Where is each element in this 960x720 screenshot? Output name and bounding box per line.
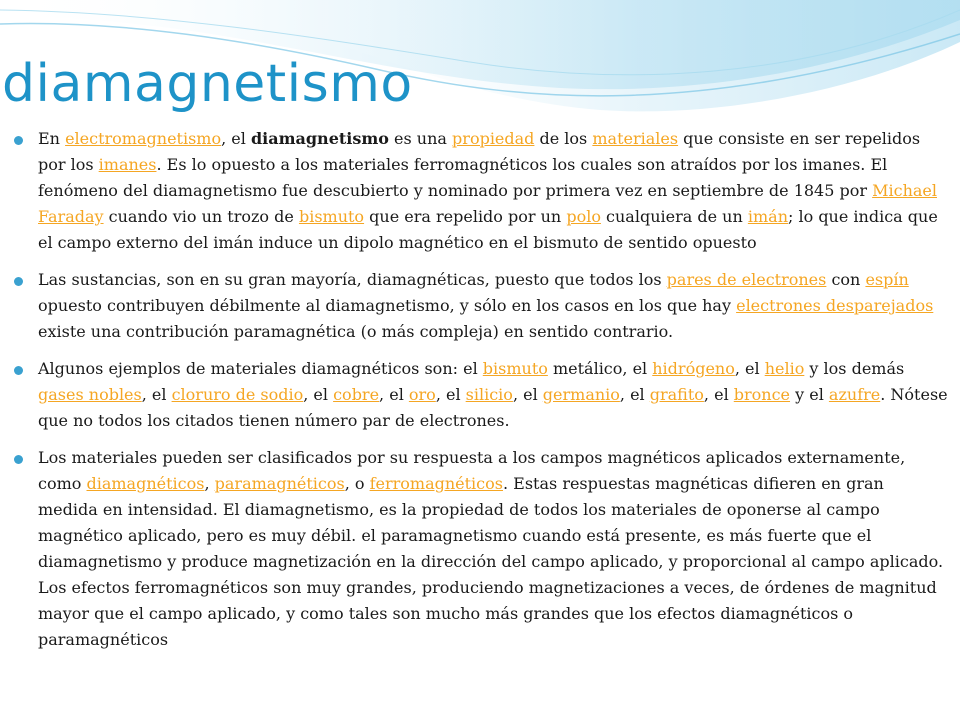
- link-helio[interactable]: helio: [764, 359, 805, 378]
- link-diamagneticos[interactable]: diamagnéticos: [86, 474, 205, 493]
- link-bronce[interactable]: bronce: [733, 385, 791, 404]
- text: que consiste en ser repelidos por los: [38, 129, 921, 174]
- text: , el: [379, 385, 409, 404]
- text: que era repelido por un: [364, 207, 567, 226]
- link-materiales[interactable]: materiales: [592, 129, 679, 148]
- link-ferromagneticos[interactable]: ferromagnéticos: [369, 474, 503, 493]
- link-polo[interactable]: polo: [566, 207, 601, 226]
- text: . Estas respuestas magnéticas difieren en gran medida en intensidad. El diamagnetismo, es la propiedad de todos los materiales de oponerse al campo magnético aplicado, pero es muy débil. el paramagnetismo cuando está presente, es más fuerte que el diamagnetismo y produce magnetización en la dirección del campo aplicado, y proporcional al campo aplicado. Los efectos ferromagnéticos son muy grandes, produciendo magnetizaciones a veces, de órdenes de magnitud mayor que el campo aplicado, y como tales son mucho más grandes que los efectos diamagnéticos o paramagnéticos: [38, 474, 944, 649]
- bullet-icon: [14, 277, 23, 286]
- text: ,: [204, 474, 215, 493]
- bullet-icon: [14, 366, 23, 375]
- text: cuando vio un trozo de: [103, 207, 299, 226]
- link-gases-nobles[interactable]: gases nobles: [38, 385, 142, 404]
- text: . Nótese que no todos los citados tienen número par de electrones.: [38, 385, 948, 430]
- link-michael-faraday[interactable]: Michael Faraday: [38, 181, 937, 226]
- text: . Es lo opuesto a los materiales ferromagnéticos los cuales son atraídos por los imanes. El fenómeno del diamagnetismo fue descubierto y nominado por primera vez en septiembre de 1845 por: [38, 155, 888, 200]
- text: existe una contribución paramagnética (o más compleja) en sentido contrario.: [38, 322, 674, 341]
- link-bismuto[interactable]: bismuto: [298, 207, 365, 226]
- link-imanes[interactable]: imanes: [98, 155, 157, 174]
- list-item: [12, 445, 948, 653]
- link-grafito[interactable]: grafito: [649, 385, 704, 404]
- bullet-icon: [14, 136, 23, 145]
- text: , el: [512, 385, 543, 404]
- text: opuesto contribuyen débilmente al diamagnetismo, y sólo en los casos en los que hay: [38, 296, 737, 315]
- list-item: [12, 267, 948, 345]
- link-electromagnetismo[interactable]: electromagnetismo: [65, 129, 222, 148]
- link-silicio[interactable]: silicio: [465, 385, 513, 404]
- text: , el: [303, 385, 334, 404]
- text: Los materiales pueden ser clasificados por su respuesta a los campos magnéticos aplicados externamente, como: [38, 448, 906, 493]
- link-espin[interactable]: espín: [865, 270, 909, 289]
- link-electrones-desparejados[interactable]: electrones desparejados: [736, 296, 934, 315]
- link-propiedad[interactable]: propiedad: [452, 129, 535, 148]
- link-pares-de-electrones[interactable]: pares de electrones: [666, 270, 827, 289]
- text: cualquiera de un: [600, 207, 748, 226]
- text: metálico, el: [547, 359, 653, 378]
- text: , el: [619, 385, 650, 404]
- text: , el: [141, 385, 172, 404]
- link-bismuto[interactable]: bismuto: [482, 359, 548, 378]
- link-paramagneticos[interactable]: paramagnéticos: [214, 474, 345, 493]
- bullet-icon: [14, 455, 23, 464]
- text: , el: [221, 129, 251, 148]
- link-iman[interactable]: imán: [747, 207, 788, 226]
- link-cloruro-de-sodio[interactable]: cloruro de sodio: [171, 385, 304, 404]
- text: Las sustancias, son en su gran mayoría, diamagnéticas, puesto que todos los: [38, 270, 667, 289]
- text: y los demás: [804, 359, 905, 378]
- bullet-list: [12, 126, 948, 664]
- text: ; lo que indica que el campo externo del imán induce un dipolo magnético en el bismuto de sentido opuesto: [38, 207, 938, 252]
- link-azufre[interactable]: azufre: [828, 385, 881, 404]
- bold-term: diamagnetismo: [250, 129, 389, 148]
- text: , el: [435, 385, 466, 404]
- list-item: [12, 356, 948, 434]
- link-oro[interactable]: oro: [408, 385, 436, 404]
- text: En: [38, 129, 66, 148]
- text: , el: [703, 385, 734, 404]
- text: con: [826, 270, 866, 289]
- text: de los: [534, 129, 593, 148]
- link-cobre[interactable]: cobre: [333, 385, 380, 404]
- text: , o: [344, 474, 370, 493]
- text: , el: [734, 359, 765, 378]
- link-germanio[interactable]: germanio: [542, 385, 620, 404]
- page-title: diamagnetismo: [2, 54, 413, 114]
- text: y el: [790, 385, 829, 404]
- text: es una: [388, 129, 453, 148]
- link-hidrogeno[interactable]: hidrógeno: [652, 359, 735, 378]
- list-item: [12, 126, 948, 256]
- text: Algunos ejemplos de materiales diamagnéticos son: el: [38, 359, 483, 378]
